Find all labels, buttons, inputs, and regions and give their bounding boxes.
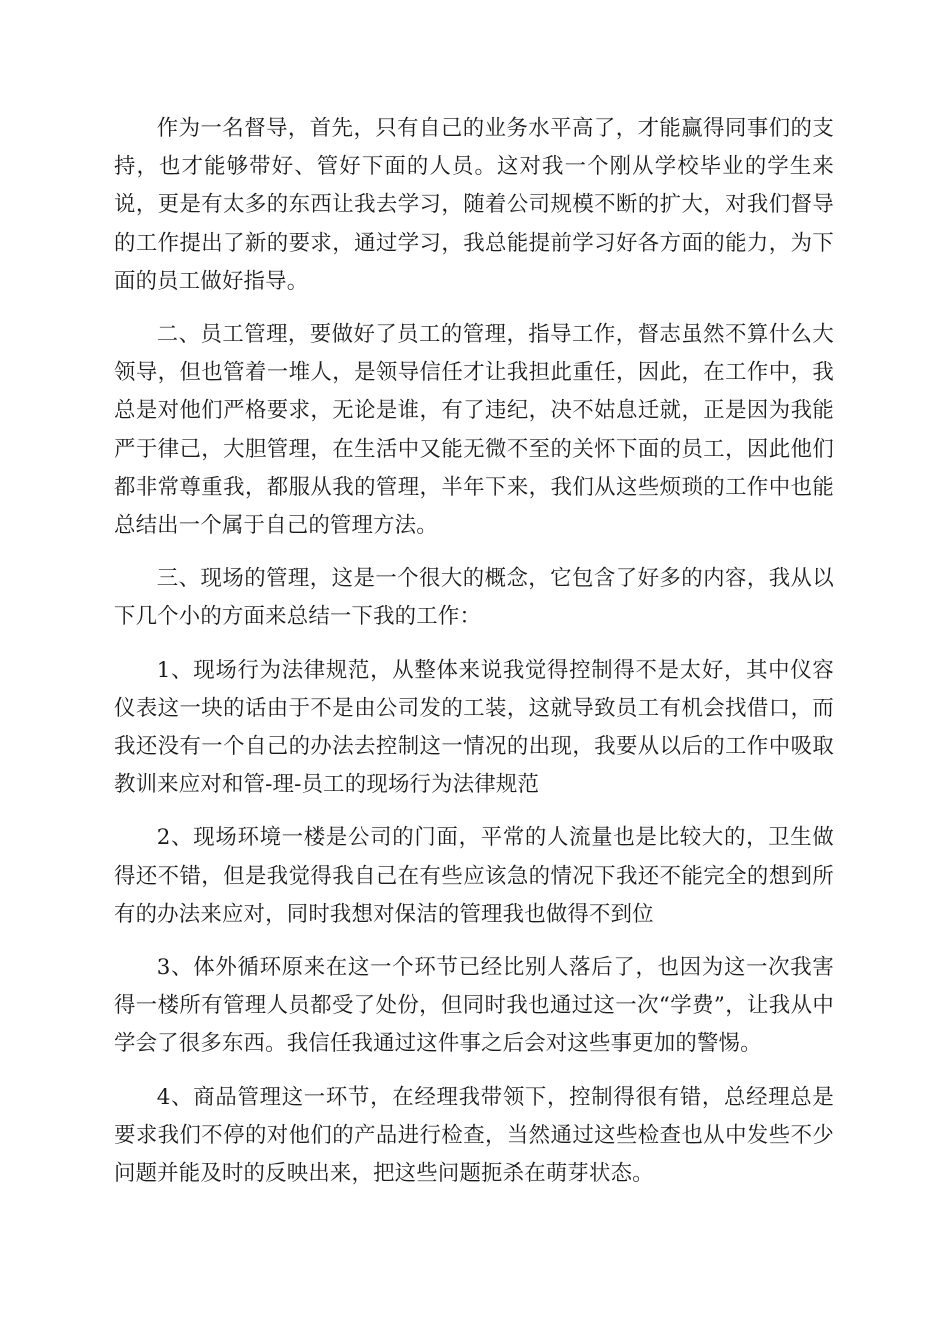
paragraph-7: 4、商品管理这一环节，在经理我带领下，控制得很有错，总经理总是要求我们不停的对他们的产品进行检查，当然通过这些检查也从中发些不少问题并能及时的反映出来，把这些问题扼杀在萌芽状态。 xyxy=(114,1084,834,1187)
paragraph-3: 三、现场的管理，这是一个很大的概念，它包含了好多的内容，我从以下几个小的方面来总结一下我的工作： xyxy=(114,566,834,630)
paragraph-2: 二、员工管理，要做好了员工的管理，指导工作，督志虽然不算什么大领导，但也管着一堆人，是领导信任才让我担此重任，因此，在工作中，我总是对他们严格要求，无论是谁，有了违纪，决不姑息迁就，正是因为我能严于律己，大胆管理，在生活中又能无微不至的关怀下面的员工，因此他们都非常尊重我，都服从我的管理，半年下来，我们从这些烦琐的工作中也能总结出一个属于自己的管理方法。 xyxy=(114,322,834,539)
paragraph-6: 3、体外循环原来在这一个环节已经比别人落后了，也因为这一次我害得一楼所有管理人员都受了处份，但同时我也通过这一次“学费”，让我从中学会了很多东西。我信任我通过这件事之后会对这些事更加的警惕。 xyxy=(114,955,834,1057)
paragraph-4: 1、现场行为法律规范，从整体来说我觉得控制得不是太好，其中仪容仪表这一块的话由于不是由公司发的工装，这就导致员工有机会找借口，而我还没有一个自己的办法去控制这一情况的出现，我要从以后的工作中吸取教训来应对和管-理-员工的现场行为法律规范 xyxy=(114,657,834,798)
document-body xyxy=(114,110,834,1208)
paragraph-1: 作为一名督导，首先，只有自己的业务水平高了，才能赢得同事们的支持，也才能够带好、管好下面的人员。这对我一个刚从学校毕业的学生来说，更是有太多的东西让我去学习，随着公司规模不断的扩大，对我们督导的工作提出了新的要求，通过学习，我总能提前学习好各方面的能力，为下面的员工做好指导。 xyxy=(114,116,834,294)
paragraph-5: 2、现场环境一楼是公司的门面，平常的人流量也是比较大的，卫生做得还不错，但是我觉得我自己在有些应该急的情况下我还不能完全的想到所有的办法来应对，同时我想对保洁的管理我也做得不到位 xyxy=(114,825,834,927)
